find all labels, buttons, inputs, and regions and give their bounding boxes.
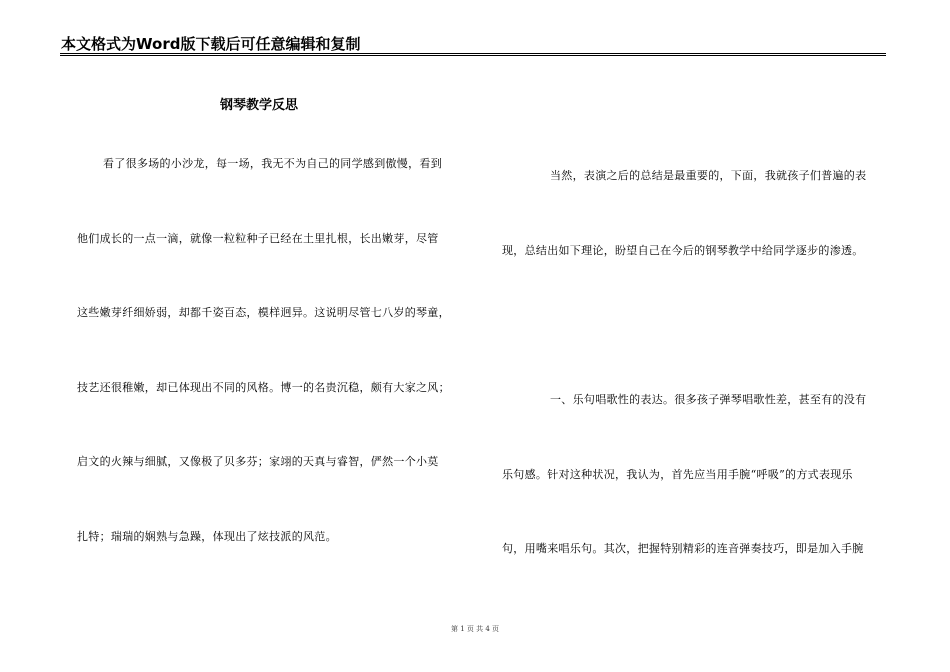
left-line-6: 扎特；瑞瑞的娴熟与急躁，体现出了炫技派的风范。	[77, 530, 337, 543]
right-line-4: 乐句感。针对这种状况，我认为，首先应当用手腕“呼吸”的方式表现乐	[502, 468, 853, 481]
left-line-1: 看了很多场的小沙龙，每一场，我无不为自己的同学感到傲慢，看到	[103, 157, 442, 170]
page-number: 第 1 页 共 4 页	[450, 625, 500, 633]
right-line-1: 当然，表演之后的总结是最重要的，下面，我就孩子们普遍的表	[550, 169, 867, 182]
left-line-5: 启文的火辣与细腻，又像极了贝多芬；家翊的天真与睿智，俨然一个小莫	[77, 455, 439, 468]
left-line-3: 这些嫩芽纤细娇弱，却都千姿百态，模样迥异。这说明尽管七八岁的琴童，	[77, 306, 450, 319]
left-line-4: 技艺还很稚嫩，却已体现出不同的风格。博一的名贵沉稳，颇有大家之风；	[77, 381, 450, 394]
right-line-3: 一、乐句唱歌性的表达。很多孩子弹琴唱歌性差，甚至有的没有	[550, 393, 867, 406]
left-line-2: 他们成长的一点一滴，就像一粒粒种子已经在土里扎根，长出嫩芽，尽管	[77, 232, 439, 245]
right-line-2: 现，总结出如下理论，盼望自己在今后的钢琴教学中给同学逐步的渗透。	[502, 244, 864, 257]
right-line-5: 句，用嘴来唱乐句。其次，把握特别精彩的连音弹奏技巧，即是加入手腕	[502, 542, 864, 555]
header-rule-top	[60, 53, 886, 54]
header-rule-bottom	[60, 55, 886, 56]
header-banner: 本文格式为Word版下载后可任意编辑和复制	[61, 35, 361, 53]
document-title: 钢琴教学反思	[220, 98, 299, 113]
